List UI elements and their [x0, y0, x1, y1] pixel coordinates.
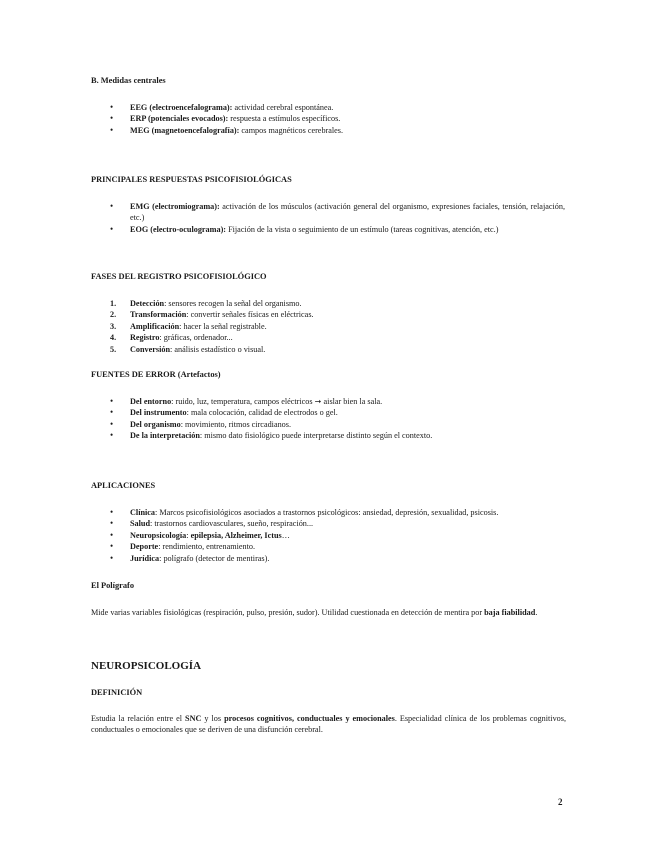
bullet-icon: •: [110, 201, 114, 211]
fases-list: [110, 298, 565, 355]
list-item: 3. Amplificación: hacer la señal registrable.: [110, 321, 267, 331]
list-item: • EEG (electroencefalograma): actividad cerebral espontánea.: [110, 102, 334, 112]
section-heading-fases: FASES DEL REGISTRO PSICOFISIOLÓGICO: [91, 272, 267, 281]
page-title-neuropsicologia: NEUROPSICOLOGÍA: [91, 660, 202, 672]
page-number: 2: [558, 797, 563, 807]
bullet-icon: •: [110, 541, 114, 552]
respuestas-list: [110, 201, 565, 235]
bullet-icon: •: [110, 518, 114, 529]
list-item: • EOG (electro-oculograma): Fijación de la vista o seguimiento de un estímulo (tareas cognitivas, atención, etc.): [110, 223, 499, 234]
list-item: • Deporte: rendimiento, entrenamiento.: [110, 541, 256, 552]
list-item: • Salud: trastornos cardiovasculares, sueño, respiración...: [110, 518, 314, 529]
bullet-icon: •: [110, 430, 114, 441]
bullet-icon: •: [110, 407, 114, 418]
list-item: • ERP (potenciales evocados): respuesta a estímulos específicos.: [110, 113, 341, 124]
bullet-icon: •: [110, 102, 114, 112]
list-item: • Del instrumento: mala colocación, calidad de electrodos o gel.: [110, 407, 338, 418]
list-item: • Del entorno: ruido, luz, temperatura, campos eléctricos ➞ aislar bien la sala.: [110, 396, 383, 406]
section-heading-poligrafo: El Polígrafo: [91, 581, 135, 590]
definicion-paragraph: Estudia la relación entre el SNC y los procesos cognitivos, conductuales y emocionales. Especialidad clínica de los problemas cognitivos, conductuales o emocionales que se deriven de una disfunción cerebral.: [91, 714, 566, 735]
bullet-icon: •: [110, 552, 114, 563]
list-item: 1. Detección: sensores recogen la señal del organismo.: [110, 299, 302, 308]
section-heading-aplicaciones: APLICACIONES: [91, 481, 156, 490]
list-item: 5. Conversión: análisis estadístico o visual.: [110, 344, 266, 354]
bullet-icon: •: [110, 124, 114, 135]
aplicaciones-list: [110, 507, 565, 564]
list-item: 4. Registro: gráficas, ordenador...: [110, 333, 233, 343]
section-heading-respuestas: PRINCIPALES RESPUESTAS PSICOFISIOLÓGICAS: [91, 175, 292, 184]
list-item: • Neuropsicología: epilepsia, Alzheimer, Ictus…: [110, 529, 290, 540]
section-heading-medidas-centrales: B. Medidas centrales: [91, 76, 166, 85]
poligrafo-paragraph: Mide varias variables fisiológicas (respiración, pulso, presión, sudor). Utilidad cuestionada en detección de mentira por baja fiabilidad.: [91, 608, 538, 617]
medidas-centrales-list: [110, 102, 565, 136]
bullet-icon: •: [110, 223, 114, 234]
list-item: • EMG (electromiograma): activación de los músculos (activación general del organismo, expresiones faciales, tensión, relajación, etc.): [110, 201, 565, 223]
section-heading-fuentes-error: FUENTES DE ERROR (Artefactos): [91, 370, 221, 379]
list-item: 2. Transformación: convertir señales físicas en eléctricas.: [110, 310, 314, 320]
bullet-icon: •: [110, 507, 114, 517]
bullet-icon: •: [110, 418, 114, 429]
list-item: • Jurídica: polígrafo (detector de mentiras).: [110, 552, 270, 563]
bullet-icon: •: [110, 113, 114, 124]
fuentes-error-list: [110, 396, 565, 442]
section-heading-definicion: DEFINICIÓN: [91, 688, 143, 697]
list-item: • De la interpretación: mismo dato fisiológico puede interpretarse distinto según el contexto.: [110, 430, 433, 441]
list-item: • Del organismo: movimiento, ritmos circadianos.: [110, 418, 292, 429]
bullet-icon: •: [110, 529, 114, 540]
bullet-icon: •: [110, 396, 114, 406]
list-item: • Clínica: Marcos psicofisiológicos asociados a trastornos psicológicos: ansiedad, depresión, sexualidad, psicosis.: [110, 507, 499, 517]
list-item: • MEG (magnetoencefalografía): campos magnéticos cerebrales.: [110, 124, 344, 135]
